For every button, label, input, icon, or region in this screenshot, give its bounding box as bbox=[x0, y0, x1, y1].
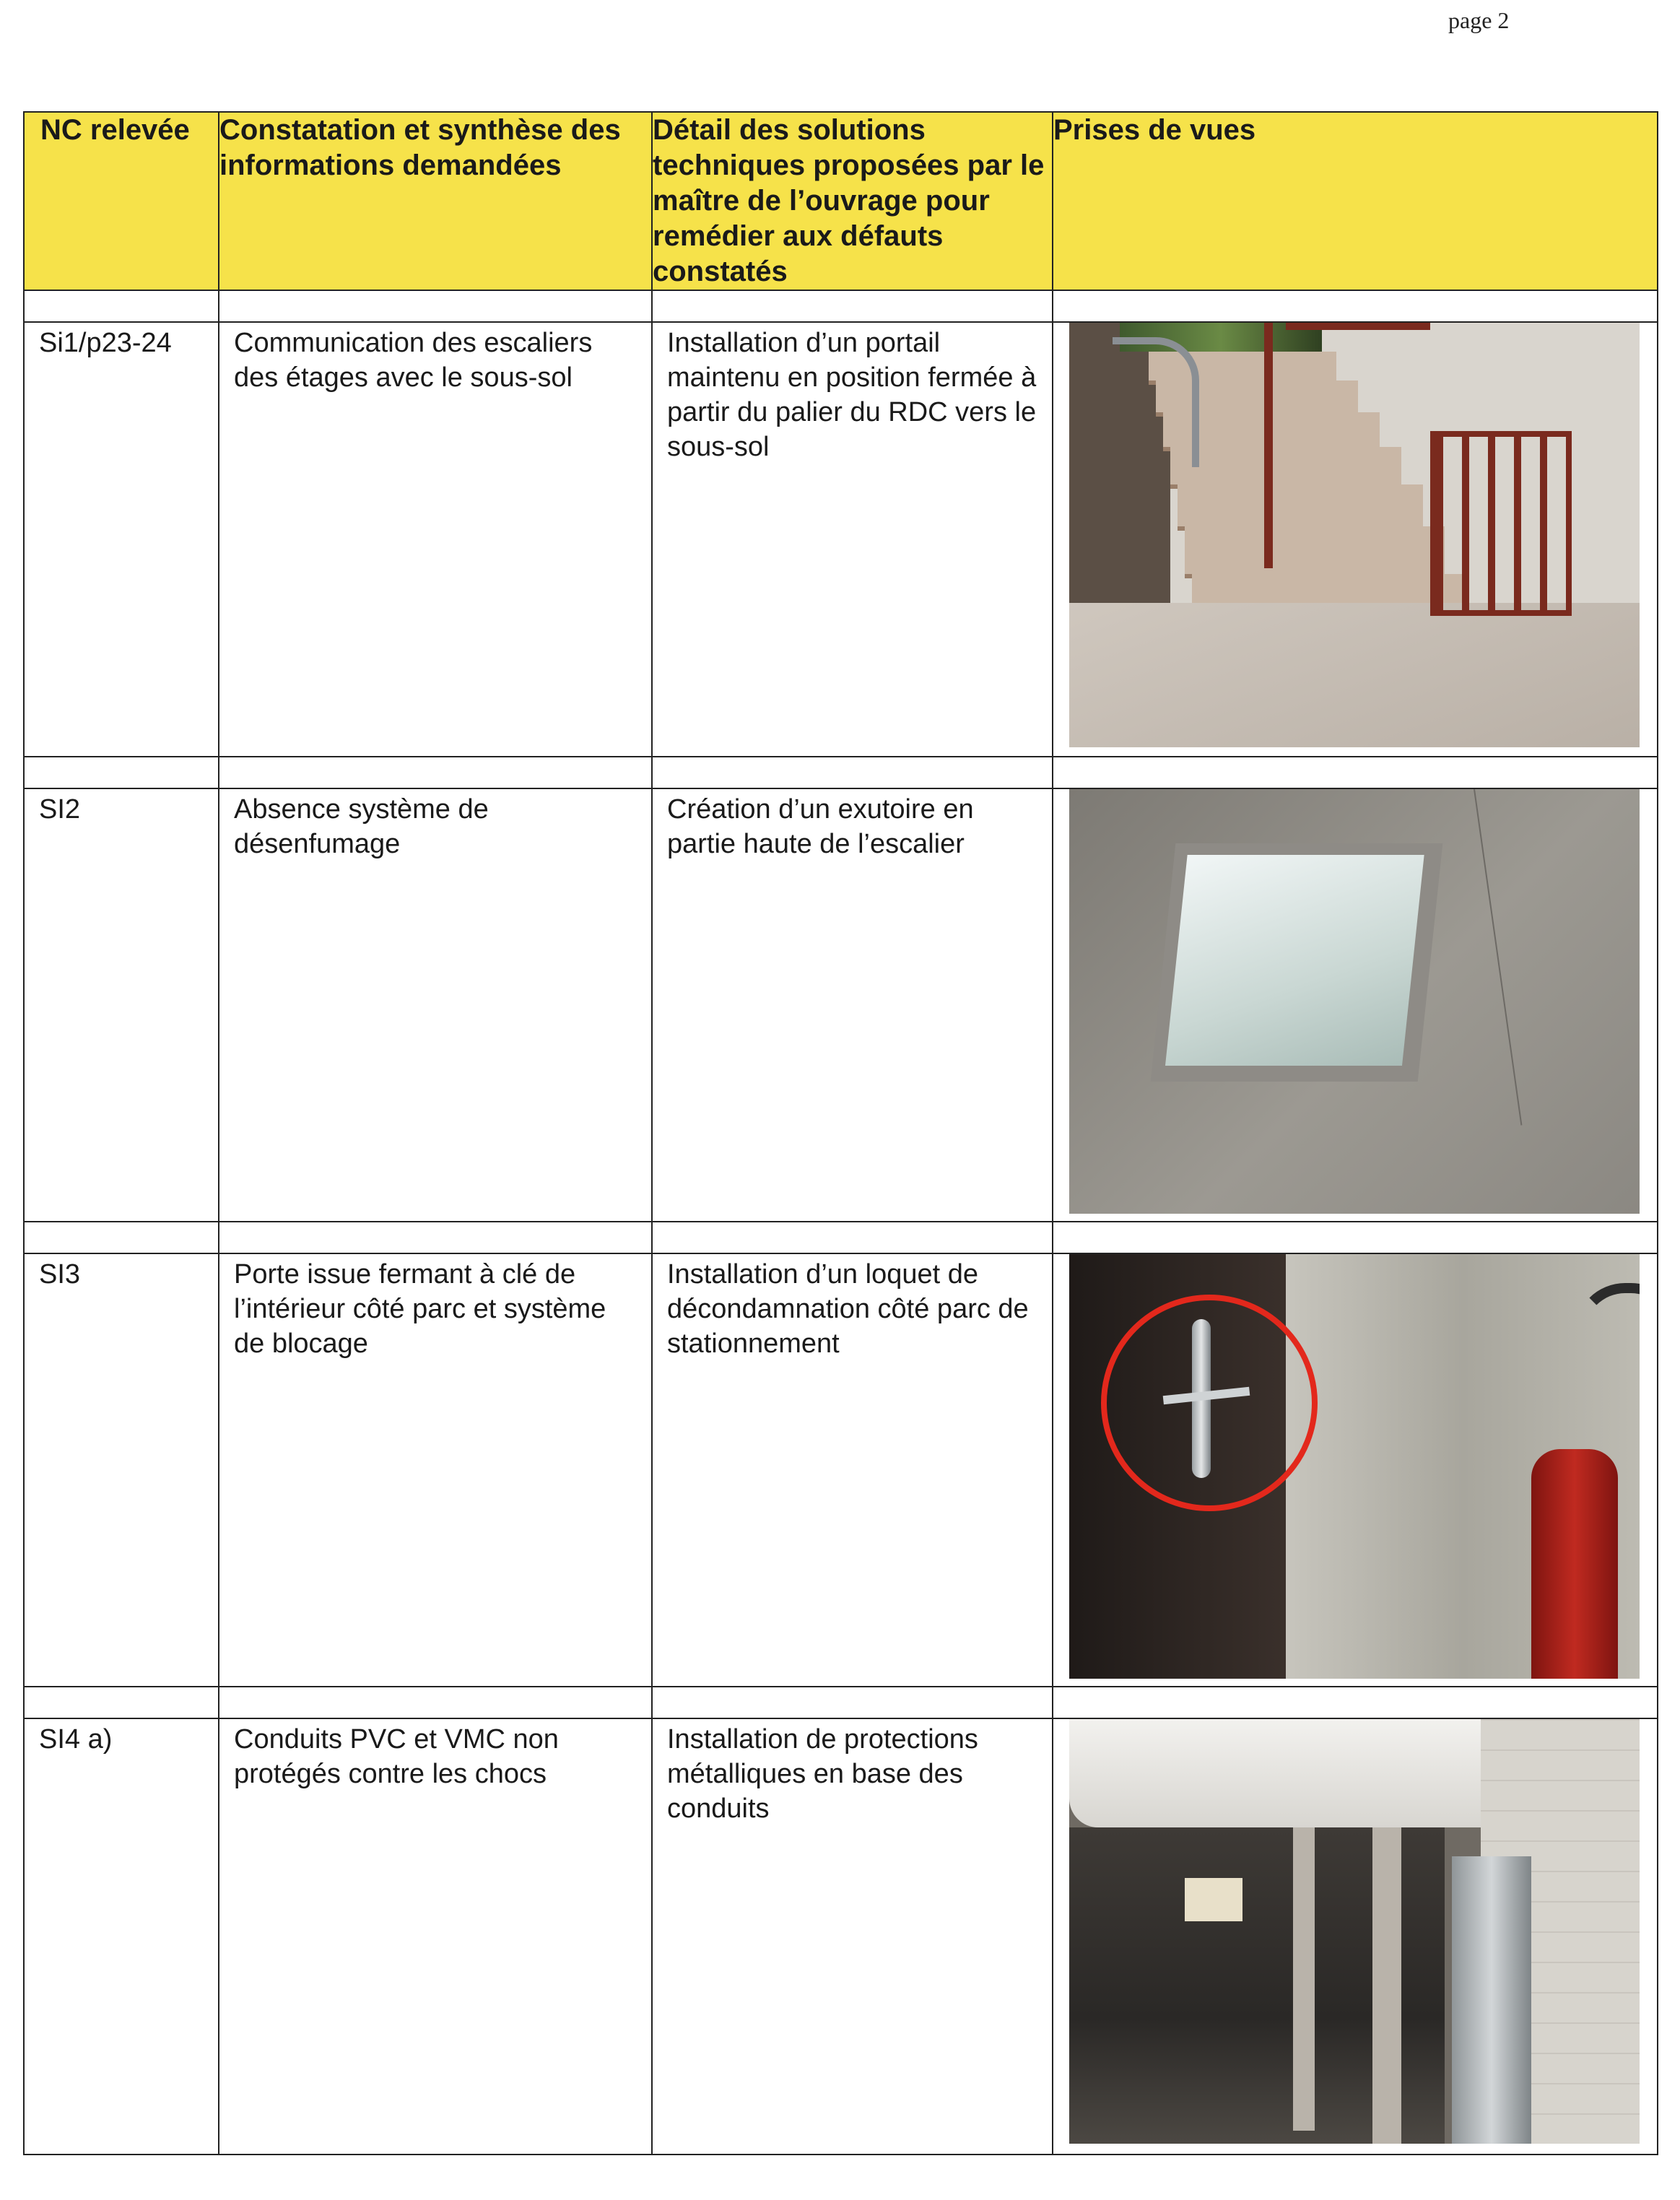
page-number: page 2 bbox=[1448, 7, 1510, 33]
table-row bbox=[24, 322, 1658, 757]
nc-cell: SI2 bbox=[24, 788, 219, 1222]
spacer-row bbox=[24, 757, 1658, 788]
nc-cell: Si1/p23-24 bbox=[24, 322, 219, 757]
header-nc: NC relevée bbox=[24, 112, 219, 290]
highlight-circle bbox=[1101, 1295, 1318, 1511]
solution-cell: Création d’un exutoire en partie haute de l’escalier bbox=[652, 788, 1053, 1222]
solution-cell: Installation d’un loquet de décondamnation côté parc de stationnement bbox=[652, 1253, 1053, 1687]
spacer-row bbox=[24, 1687, 1658, 1718]
fire-extinguisher bbox=[1531, 1449, 1618, 1679]
photo-cell bbox=[1053, 322, 1658, 757]
photo-cell bbox=[1053, 1253, 1658, 1687]
table-row bbox=[24, 1718, 1658, 2155]
garage-duct-protection-photo bbox=[1069, 1719, 1640, 2144]
solution-cell: Installation d’un portail maintenu en position fermée à partir du palier du RDC vers le sous-sol bbox=[652, 322, 1053, 757]
header-solution: Détail des solutions techniques proposées par le maître de l’ouvrage pour remédier aux défauts constatés bbox=[652, 112, 1053, 290]
constatation-cell: Conduits PVC et VMC non protégés contre les chocs bbox=[219, 1718, 652, 2155]
header-constatation: Constatation et synthèse des informations demandées bbox=[219, 112, 652, 290]
constatation-cell: Absence système de désenfumage bbox=[219, 788, 652, 1222]
spacer-row bbox=[24, 1222, 1658, 1253]
photo-cell bbox=[1053, 788, 1658, 1222]
metal-duct-protection bbox=[1452, 1856, 1531, 2144]
spacer-row bbox=[24, 290, 1658, 322]
nc-cell: SI3 bbox=[24, 1253, 219, 1687]
constatation-cell: Communication des escaliers des étages avec le sous-sol bbox=[219, 322, 652, 757]
door-handle-photo bbox=[1069, 1254, 1640, 1679]
table-row bbox=[24, 788, 1658, 1222]
table-row bbox=[24, 1253, 1658, 1687]
staircase-with-gate-photo bbox=[1069, 323, 1640, 747]
table-header-row bbox=[24, 112, 1658, 290]
smoke-vent-photo bbox=[1069, 789, 1640, 1214]
constatation-cell: Porte issue fermant à clé de l’intérieur côté parc et système de blocage bbox=[219, 1253, 652, 1687]
nc-table bbox=[23, 111, 1658, 2155]
nc-cell: SI4 a) bbox=[24, 1718, 219, 2155]
header-photos: Prises de vues bbox=[1053, 112, 1658, 290]
solution-cell: Installation de protections métalliques en base des conduits bbox=[652, 1718, 1053, 2155]
photo-cell bbox=[1053, 1718, 1658, 2155]
